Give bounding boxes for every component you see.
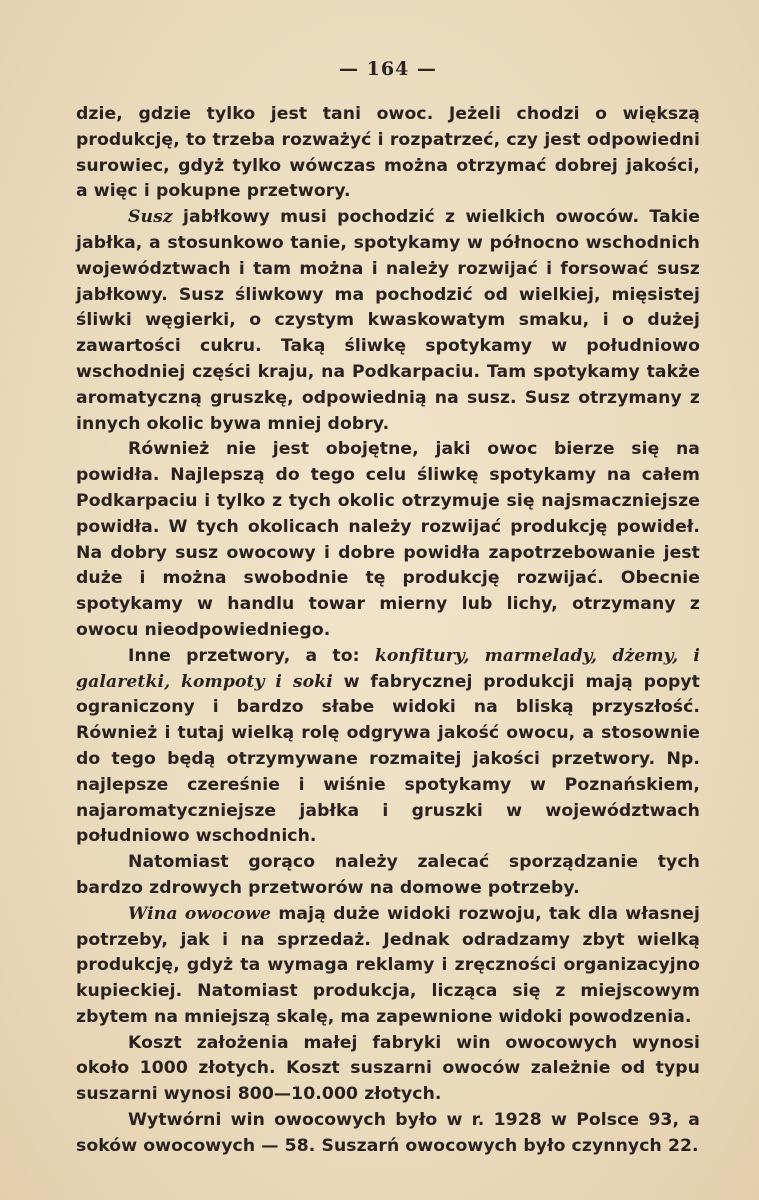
text-run: jabłkowy musi pochodzić z wielkich owoców. Takie jabłka, a stosunkowo tanie, spotykamy w północno wschodnich województwach i tam można i należy rozwijać i forsować susz jabłkowy. Susz śliwkowy ma pochodzić od wielkiej, mięsistej śliwki węgierki, o czystym kwaskowatym smaku, i o dużej zawartości cukru. Taką śliwkę spotykamy w południowo wschodniej części kraju, na Podkarpaciu. Tam spotykamy także aromatyczną gruszkę, odpowiednią na susz. Susz otrzymany z innych okolic bywa mniej dobry. bbox=[76, 207, 700, 434]
italic-text: Susz bbox=[128, 207, 173, 228]
page-number: — 164 — bbox=[339, 58, 437, 80]
book-page bbox=[76, 58, 700, 1160]
paragraph bbox=[76, 1031, 700, 1108]
paragraph bbox=[76, 102, 700, 205]
text-body bbox=[76, 102, 700, 1160]
text-run: Koszt założenia małej fabryki win owocowych wynosi około 1000 złotych. Koszt suszarni owoców zależnie od typu suszarni wynosi 800—10.000 złotych. bbox=[76, 1032, 700, 1105]
text-run: Natomiast gorąco należy zalecać sporządzanie tych bardzo zdrowych przetworów na domowe potrzeby. bbox=[76, 852, 700, 898]
text-run: mają duże widoki rozwoju, tak dla własnej potrzeby, jak i na sprzedaż. Jednak odradzamy zbyt wielką produkcję, gdyż ta wymaga reklamy i zręczności organizacyjno kupieckiej. Natomiast produkcja, licząca się z miejscowym zbytem na mniejszą skalę, ma zapewnione widoki powodzenia. bbox=[76, 903, 700, 1027]
paragraph bbox=[76, 644, 700, 850]
text-run: dzie, gdzie tylko jest tani owoc. Jeżeli chodzi o większą produkcję, to trzeba rozważyć i rozpatrzeć, czy jest odpowiedni surowiec, gdyż tylko wówczas można otrzymać dobrej jakości, a więc i pokupne przetwory. bbox=[76, 104, 700, 202]
paragraph bbox=[76, 902, 700, 1031]
paragraph bbox=[76, 205, 700, 437]
text-run: Również nie jest obojętne, jaki owoc bierze się na powidła. Najlepszą do tego celu śliwkę spotykamy na całem Podkarpaciu i tylko z tych okolic otrzymuje się najsmaczniejsze powidła. W tych okolicach należy rozwijać produkcję powideł. Na dobry susz owocowy i dobre powidła zapotrzebowanie jest duże i można swobodnie tę produkcję rozwijać. Obecnie spotykamy w handlu towar mierny lub lichy, otrzymany z owocu nieodpowiedniego. bbox=[76, 439, 700, 640]
italic-text: konfitury, marmelady, dżemy, i galaretki, kompoty i soki bbox=[76, 645, 700, 692]
paragraph bbox=[76, 437, 700, 643]
italic-text: Wina owocowe bbox=[128, 903, 272, 924]
text-run: Inne przetwory, a to: bbox=[128, 645, 375, 666]
paragraph bbox=[76, 1108, 700, 1160]
paragraph bbox=[76, 850, 700, 902]
text-run: Wytwórni win owocowych było w r. 1928 w Polsce 93, a soków owocowych — 58. Suszarń owocowych było czynnych 22. bbox=[76, 1110, 700, 1156]
text-run: w fabrycznej produkcji mają popyt ograniczony i bardzo słabe widoki na bliską przyszłość. Również i tutaj wielką rolę odgrywa jakość owocu, a stosownie do tego będą otrzymywane rozmaitej jakości przetwory. Np. najlepsze czereśnie i wiśnie spotykamy w Poznańskiem, najaromatyczniejsze jabłka i gruszki w województwach południowo wschodnich. bbox=[76, 671, 700, 847]
